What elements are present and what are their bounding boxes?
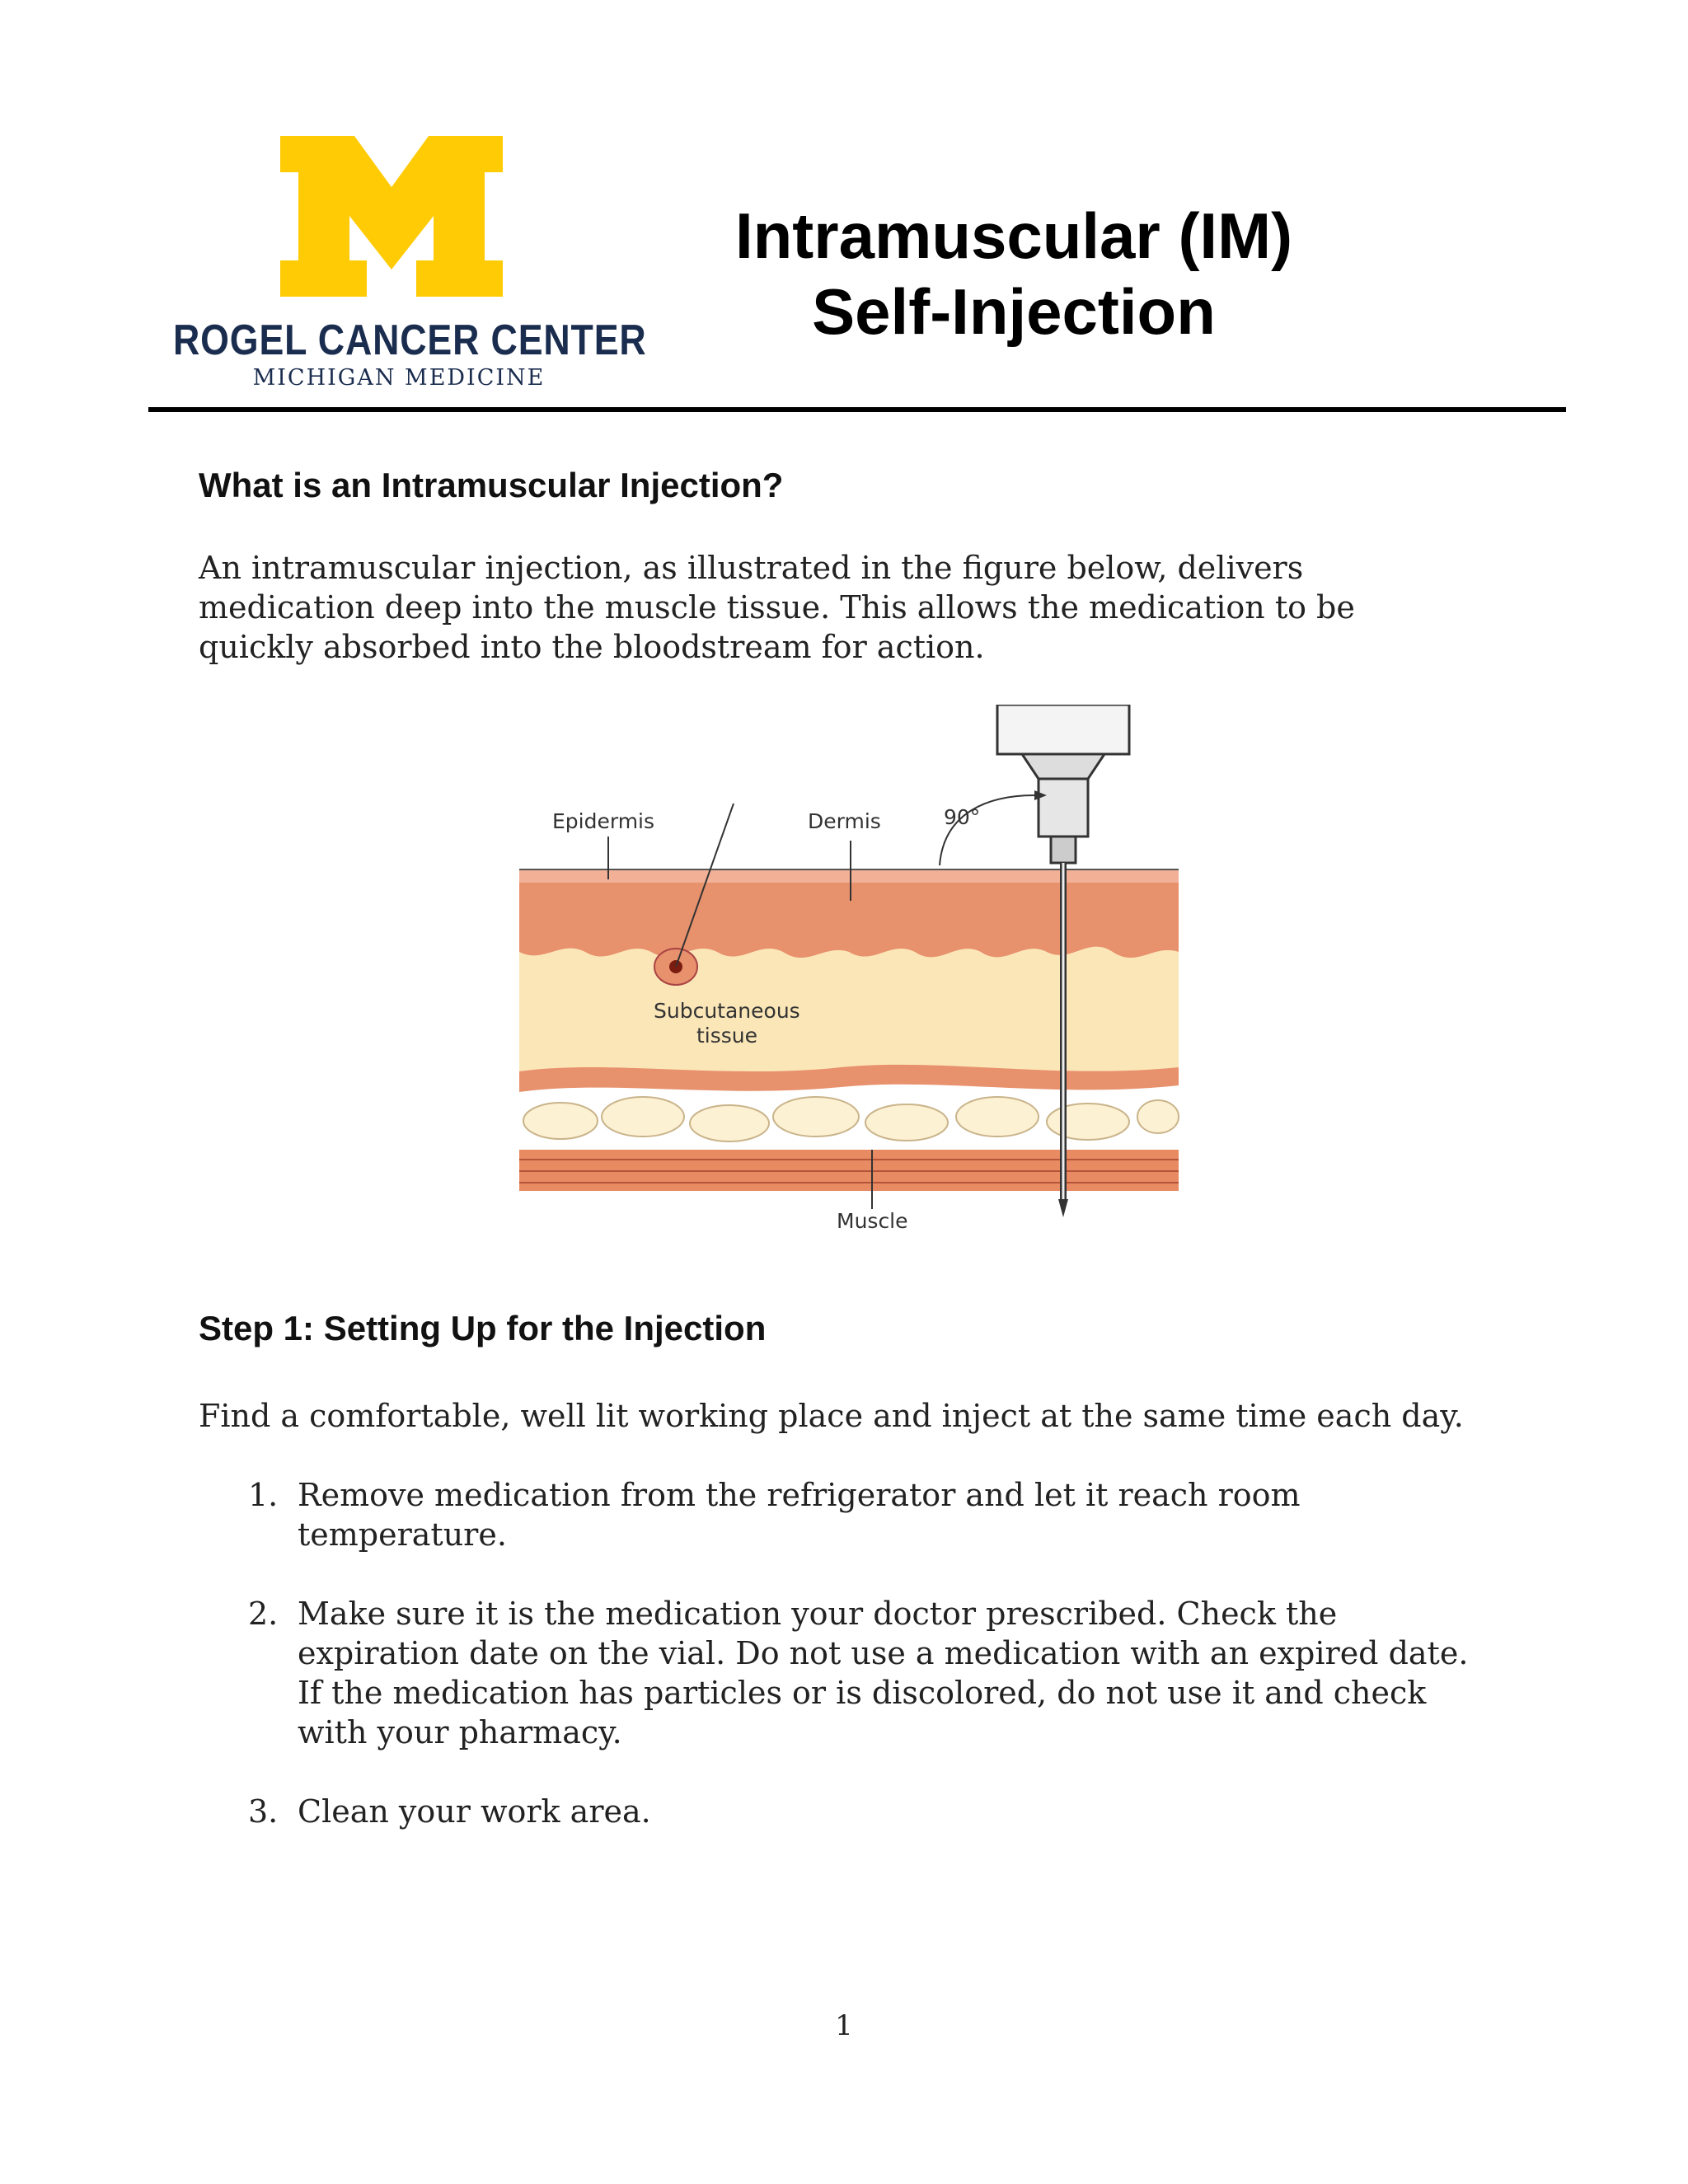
- list-item-text: Clean your work area.: [298, 1793, 651, 1830]
- label-muscle: Muscle: [837, 1209, 908, 1232]
- header-divider: [148, 407, 1566, 412]
- list-item-number: 2.: [248, 1596, 279, 1632]
- list-item-text: Remove medication from the refrigerator and let it reach room temperature.: [298, 1477, 1301, 1553]
- dermis-layer: [519, 869, 1179, 958]
- title-line-2: Self-Injection: [812, 275, 1216, 348]
- list-item-text: Make sure it is the medication your doctor prescribed. Check the expiration date on the vial. Do not use a medication with an expired date. If the medication has particles or is discolored, do not use it and check with your pharmacy.: [298, 1596, 1469, 1750]
- list-item-number: 1.: [248, 1477, 279, 1513]
- logo-subtitle: MICHIGAN MEDICINE: [252, 365, 546, 391]
- rogel-cancer-center-logo: [173, 136, 647, 391]
- label-subcutaneous-2: tissue: [696, 1024, 758, 1047]
- page-title: [643, 198, 1385, 349]
- label-subcutaneous-1: Subcutaneous: [654, 999, 800, 1023]
- epidermis-layer: [519, 869, 1179, 883]
- step-intro-paragraph: Find a comfortable, well lit working place and inject at the same time each day.: [199, 1398, 1464, 1434]
- fat-layer: [523, 1097, 1179, 1141]
- list-item-number: 3.: [248, 1793, 279, 1830]
- block-m-icon: [280, 136, 503, 297]
- label-angle: 90°: [944, 805, 981, 829]
- label-dermis: Dermis: [808, 809, 881, 833]
- section-heading-step-1: Step 1: Setting Up for the Injection: [199, 1309, 767, 1347]
- setup-steps-list: [199, 1475, 1501, 1871]
- injection-diagram: [511, 705, 1187, 1232]
- label-epidermis: Epidermis: [552, 809, 655, 833]
- section-heading-what-is: What is an Intramuscular Injection?: [199, 466, 784, 504]
- list-item: [199, 1594, 1501, 1752]
- title-line-1: Intramuscular (IM): [734, 199, 1293, 272]
- list-item: [199, 1475, 1501, 1554]
- logo-name: ROGEL CANCER CENTER: [173, 316, 647, 364]
- intro-paragraph: An intramuscular injection, as illustrated in the figure below, delivers medication deep into the muscle tissue. This allows the medication to be quickly absorbed into the bloodstream for action.: [199, 550, 1355, 665]
- list-item: [199, 1792, 1501, 1831]
- page-number: 1: [835, 2009, 853, 2042]
